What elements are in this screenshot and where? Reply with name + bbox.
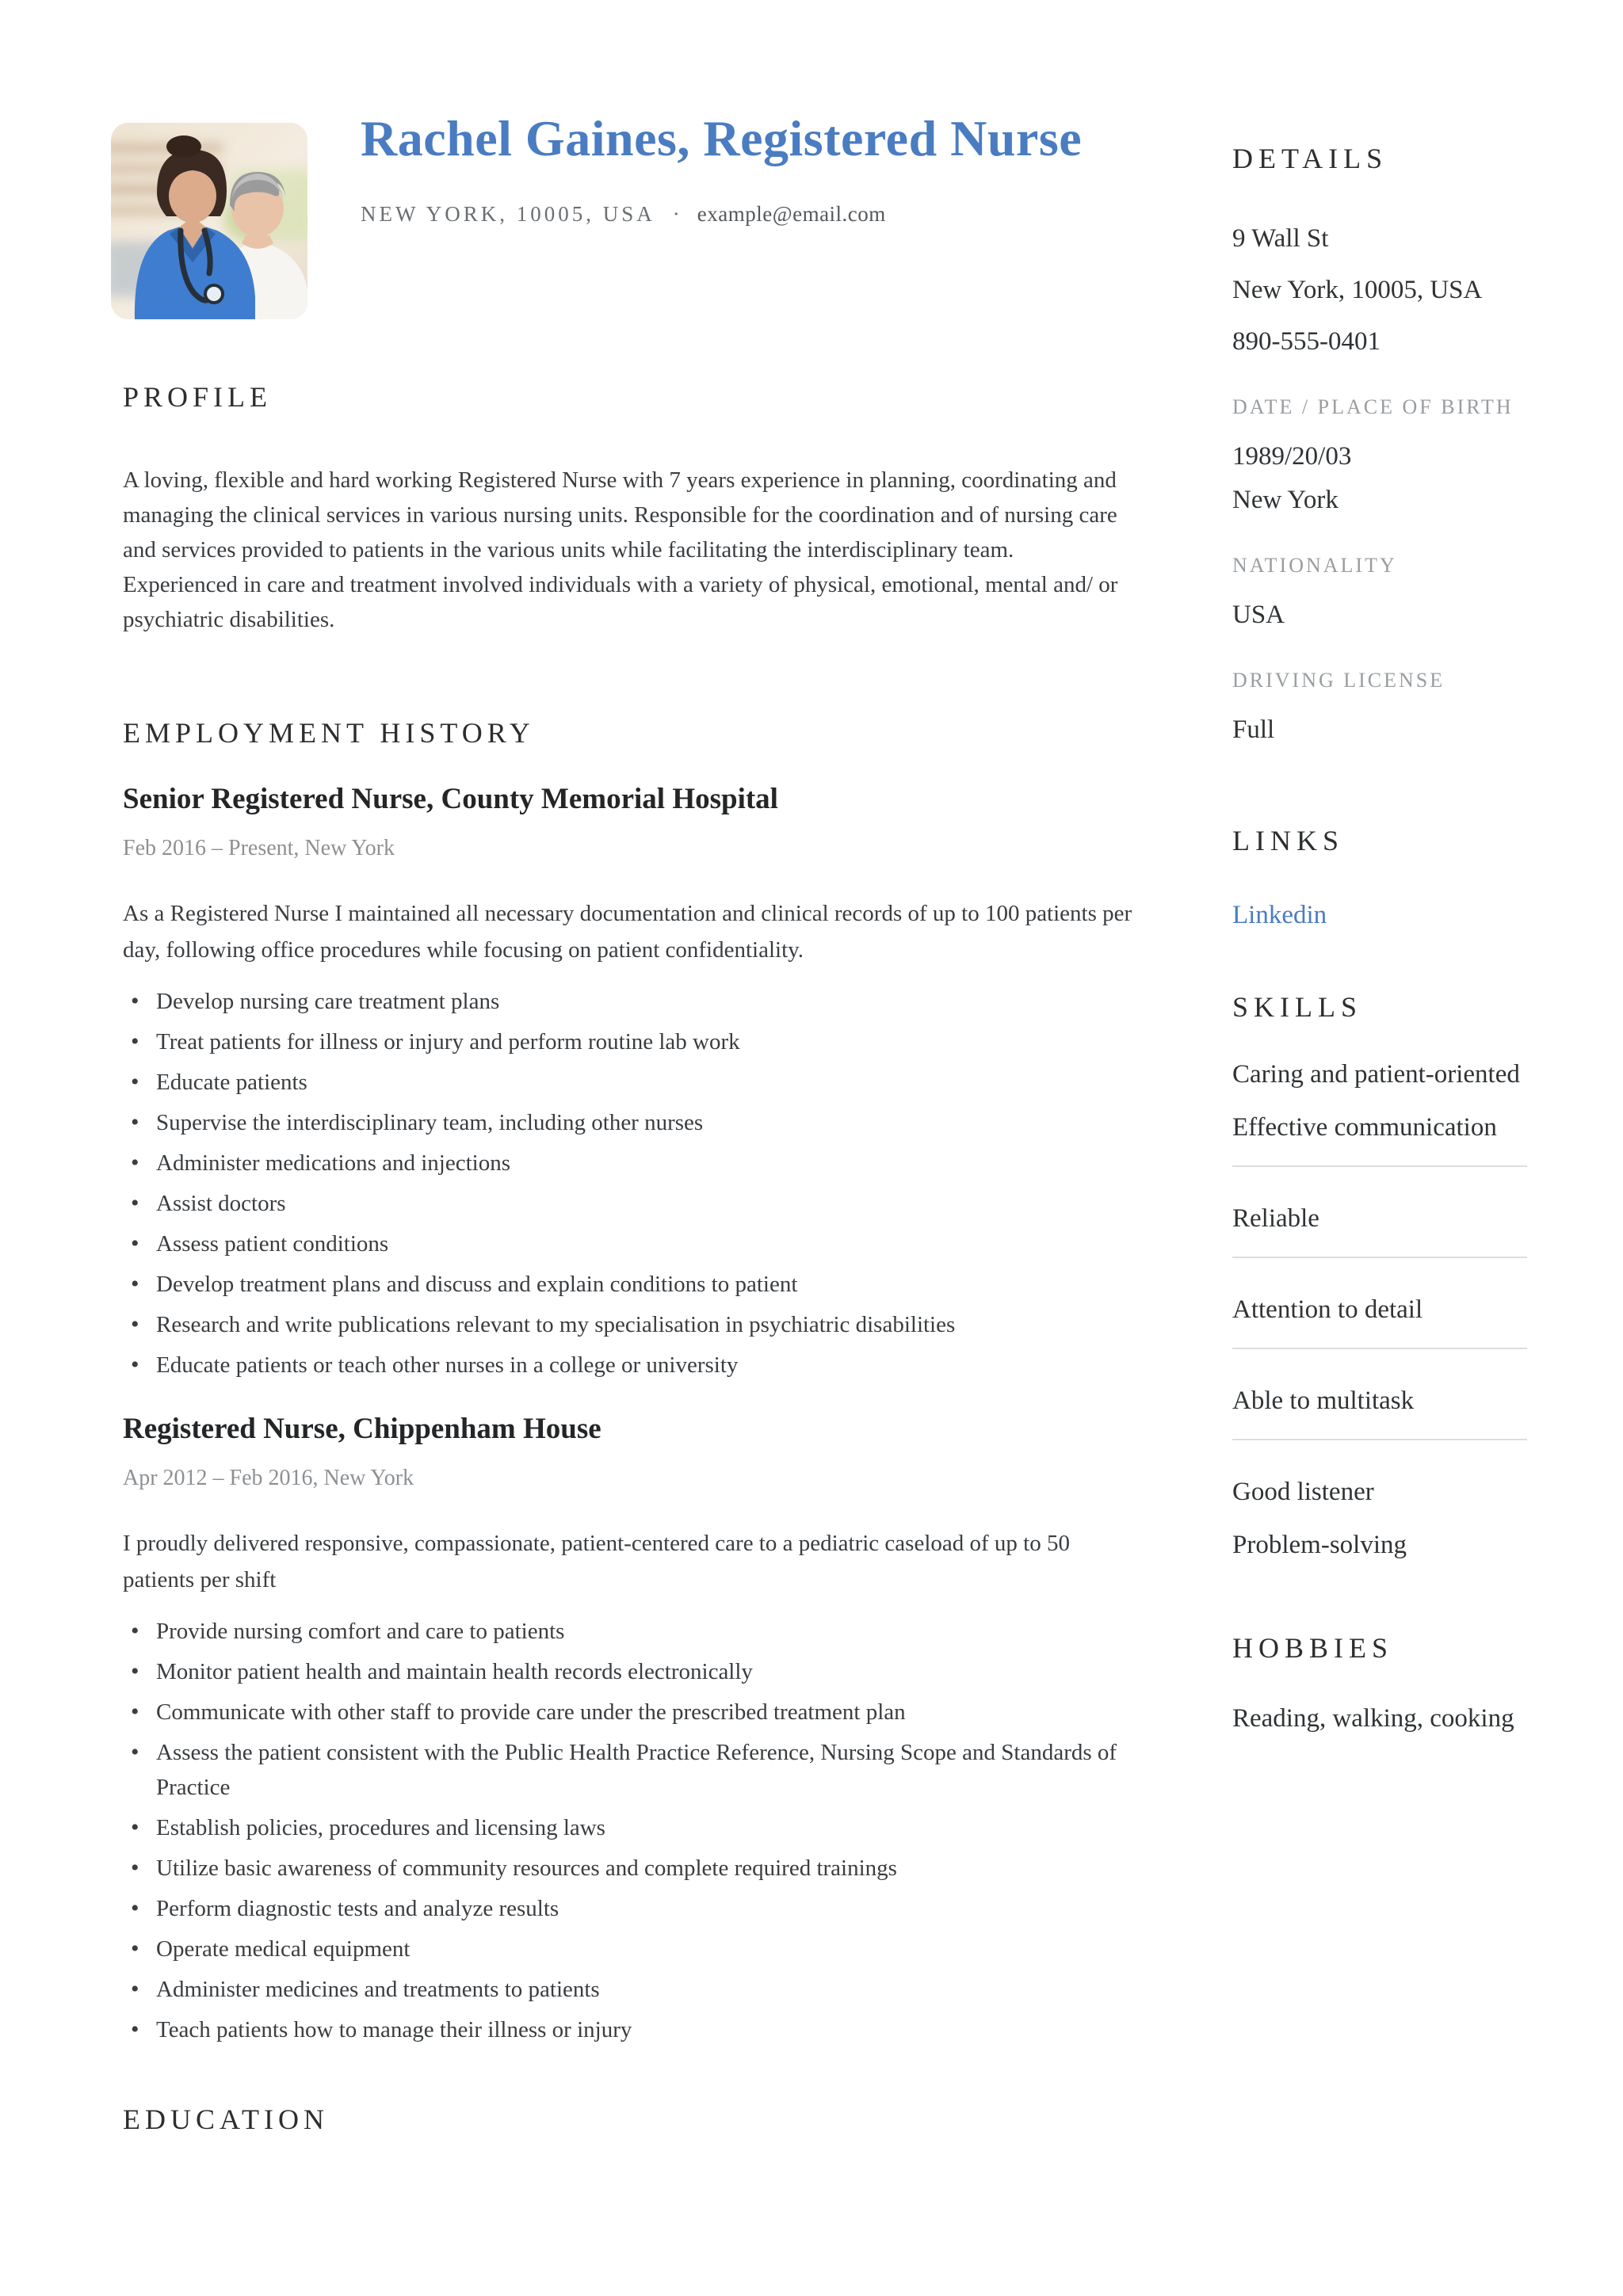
list-item: • Develop treatment plans and discuss and explain conditions to patient (123, 1267, 1133, 1302)
details-heading: DETAILS (1232, 143, 1388, 174)
job-entry (123, 781, 1133, 1383)
skills-list (1232, 1053, 1527, 1567)
skill-item: Effective communication (1232, 1113, 1497, 1142)
list-item: • Educate patients or teach other nurses in a college or university (123, 1348, 1133, 1383)
list-item: • Develop nursing care treatment plans (123, 984, 1133, 1019)
list-item: • Research and write publications relevant to my specialisation in psychiatric disabilities (123, 1307, 1133, 1342)
page-title: Rachel Gaines, Registered Nurse (361, 110, 1083, 166)
list-item: • Administer medications and injections (123, 1146, 1133, 1180)
address-line: New York, 10005, USA (1232, 276, 1483, 304)
contact-email: example@email.com (697, 202, 886, 226)
details-block (1232, 217, 1527, 752)
skill-item: Attention to detail (1232, 1295, 1423, 1324)
job-duties-list (123, 1614, 1133, 2047)
list-item: • Establish policies, procedures and licensing laws (123, 1810, 1133, 1845)
list-item: • Perform diagnostic tests and analyze results (123, 1891, 1133, 1926)
linkedin-link[interactable]: Linkedin (1232, 901, 1327, 929)
list-item: • Utilize basic awareness of community resources and complete required trainings (123, 1851, 1133, 1886)
contact-location: NEW YORK, 10005, USA (361, 202, 655, 226)
license-label: DRIVING LICENSE (1232, 669, 1445, 692)
list-item: • Teach patients how to manage their illness or injury (123, 2012, 1133, 2047)
job-entry (123, 1411, 1133, 2047)
license-value: Full (1232, 715, 1275, 744)
birth-label: DATE / PLACE OF BIRTH (1232, 395, 1514, 418)
job-title: Registered Nurse, Chippenham House (123, 1413, 601, 1445)
skill-item: Good listener (1232, 1478, 1374, 1506)
education-heading: EDUCATION (123, 2103, 329, 2135)
contact-line (361, 202, 1272, 227)
job-intro: As a Registered Nurse I maintained all necessary documentation and clinical records of up to 100 patients per day, following office procedures while focusing on patient confidentiality. (123, 901, 1132, 963)
nationality-value: USA (1232, 601, 1285, 629)
birth-place: New York (1232, 486, 1338, 514)
job-title: Senior Registered Nurse, County Memorial Hospital (123, 783, 778, 815)
divider (1232, 1257, 1527, 1258)
nurse-photo-illustration (111, 123, 307, 319)
list-item: • Assess patient conditions (123, 1226, 1133, 1261)
header (361, 105, 1272, 227)
divider (1232, 1165, 1527, 1167)
skill-item: Reliable (1232, 1204, 1319, 1233)
list-item: • Assist doctors (123, 1186, 1133, 1221)
birth-value (1232, 435, 1527, 522)
hobbies-heading: HOBBIES (1232, 1632, 1394, 1664)
list-item: • Monitor patient health and maintain health records electronically (123, 1654, 1133, 1689)
contact-separator: · (672, 202, 680, 226)
address-line: 9 Wall St (1232, 224, 1329, 253)
employment-heading: EMPLOYMENT HISTORY (123, 717, 535, 749)
skills-heading: SKILLS (1232, 991, 1363, 1023)
list-item: • Treat patients for illness or injury and perform routine lab work (123, 1024, 1133, 1059)
job-intro: I proudly delivered responsive, compassionate, patient-centered care to a pediatric caseload of up to 50 patients per shift (123, 1531, 1070, 1592)
sidebar (1232, 141, 1527, 1741)
divider (1232, 1348, 1527, 1349)
list-item: • Administer medicines and treatments to patients (123, 1972, 1133, 2007)
job-duties-list (123, 984, 1133, 1383)
profile-photo (111, 123, 307, 319)
list-item: • Supervise the interdisciplinary team, including other nurses (123, 1105, 1133, 1140)
skill-item: Caring and patient-oriented (1232, 1060, 1520, 1089)
profile-text: A loving, flexible and hard working Registered Nurse with 7 years experience in planning, coordinating and managing the clinical services in various nursing units. Responsible for the coordination and of nursing care and services provided to patients in the various units while facilitating the interdisciplinary team. Experienced in care and treatment involved individuals with a variety of physical, emotional, mental and/ or psychiatric disabilities. (123, 467, 1118, 632)
list-item: • Operate medical equipment (123, 1932, 1133, 1966)
main-column (123, 380, 1133, 2136)
nationality-label: NATIONALITY (1232, 554, 1397, 577)
list-item: • Communicate with other staff to provide care under the prescribed treatment plan (123, 1695, 1133, 1730)
links-heading: LINKS (1232, 825, 1344, 856)
skill-item: Able to multitask (1232, 1386, 1415, 1415)
list-item: • Provide nursing comfort and care to patients (123, 1614, 1133, 1649)
skill-item: Problem-solving (1232, 1531, 1407, 1559)
birth-date: 1989/20/03 (1232, 442, 1352, 471)
job-dates-location: Feb 2016 – Present, New York (123, 836, 395, 860)
phone-number: 890-555-0401 (1232, 327, 1381, 356)
list-item: • Assess the patient consistent with the Public Health Practice Reference, Nursing Scope and Standards of Practice (123, 1735, 1133, 1805)
list-item: • Educate patients (123, 1065, 1133, 1100)
divider (1232, 1439, 1527, 1440)
job-dates-location: Apr 2012 – Feb 2016, New York (123, 1466, 414, 1490)
hobbies-text: Reading, walking, cooking (1232, 1704, 1514, 1733)
profile-heading: PROFILE (123, 381, 273, 413)
